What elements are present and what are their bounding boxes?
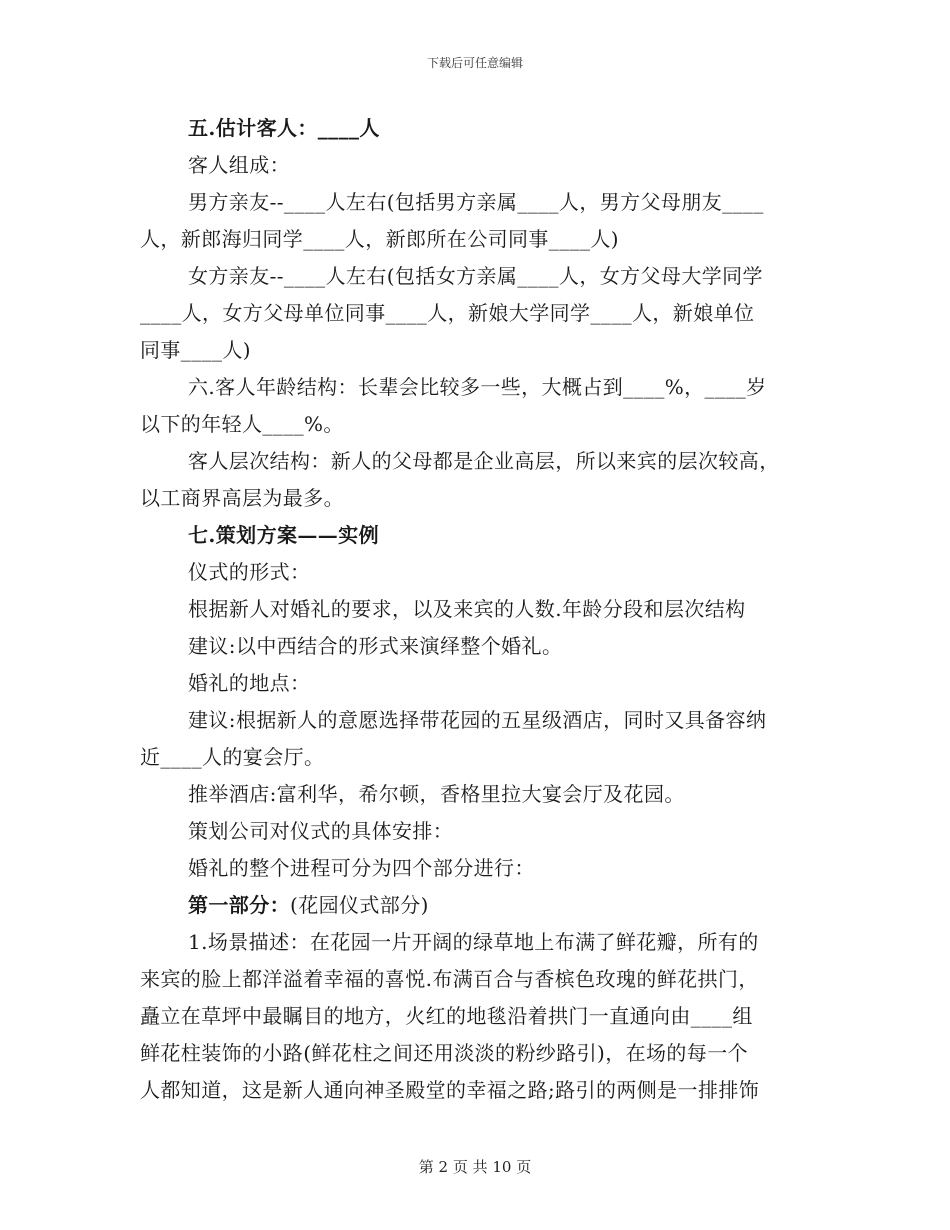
page-footer: 第 2 页 共 10 页 — [418, 1158, 532, 1176]
text-line: 根据新人对婚礼的要求，以及来宾的人数.年龄分段和层次结构 — [188, 597, 746, 621]
text-line: 来宾的脸上都洋溢着幸福的喜悦.布满百合与香槟色玫瑰的鲜花拱门， — [140, 967, 759, 991]
text-line: 客人层次结构：新人的父母都是企业高层，所以来宾的层次较高， — [188, 449, 780, 473]
text-line: 婚礼的地点： — [188, 671, 311, 695]
text-line: 人，新郎海归同学____人，新郎所在公司同事____人) — [140, 227, 620, 251]
text-line: 男方亲友--____人左右(包括男方亲属____人，男方父母朋友____ — [188, 190, 764, 214]
text-line: 推举酒店:富利华，希尔顿，香格里拉大宴会厅及花园。 — [188, 782, 685, 806]
text-line: 人都知道，这是新人通向神圣殿堂的幸福之路;路引的两侧是一排排饰 — [140, 1078, 760, 1102]
text-line: 近____人的宴会厅。 — [140, 745, 325, 769]
text-line: 五.估计客人：____人 — [188, 116, 380, 140]
page-header-note: 下载后可任意编辑 — [426, 56, 523, 70]
text-line: 以下的年轻人____%。 — [140, 412, 344, 436]
text-line: 建议:以中西结合的形式来演绎整个婚礼。 — [188, 634, 563, 658]
text-line: 同事____人) — [140, 338, 252, 362]
text-line: 策划公司对仪式的具体安排： — [188, 819, 454, 843]
text-line: 矗立在草坪中最瞩目的地方，火红的地毯沿着拱门一直通向由____组 — [140, 1004, 753, 1028]
text-line: 女方亲友--____人左右(包括女方亲属____人，女方父母大学同学 — [188, 264, 763, 288]
text-line: 仪式的形式： — [188, 560, 311, 584]
document-body — [140, 110, 812, 1109]
text-line: ____人，女方父母单位同事____人，新娘大学同学____人，新娘单位 — [140, 301, 755, 325]
text-line: 客人组成： — [188, 153, 290, 177]
text-line: 六.客人年龄结构：长辈会比较多一些，大概占到____%，____岁 — [188, 375, 767, 399]
section-label: 第一部分： — [188, 893, 290, 917]
text-line: 建议:根据新人的意愿选择带花园的五星级酒店，同时又具备容纳 — [188, 708, 767, 732]
text-line: 婚礼的整个进程可分为四个部分进行： — [188, 856, 535, 880]
text-line — [140, 887, 812, 924]
text-line: 以工商界高层为最多。 — [140, 486, 344, 510]
text-line: 鲜花柱装饰的小路(鲜花柱之间还用淡淡的粉纱路引)，在场的每一个 — [140, 1041, 749, 1065]
section-text: (花园仪式部分) — [290, 893, 429, 917]
text-line: 七.策划方案——实例 — [188, 523, 379, 547]
text-line: 1.场景描述：在花园一片开阔的绿草地上布满了鲜花瓣，所有的 — [188, 930, 759, 954]
